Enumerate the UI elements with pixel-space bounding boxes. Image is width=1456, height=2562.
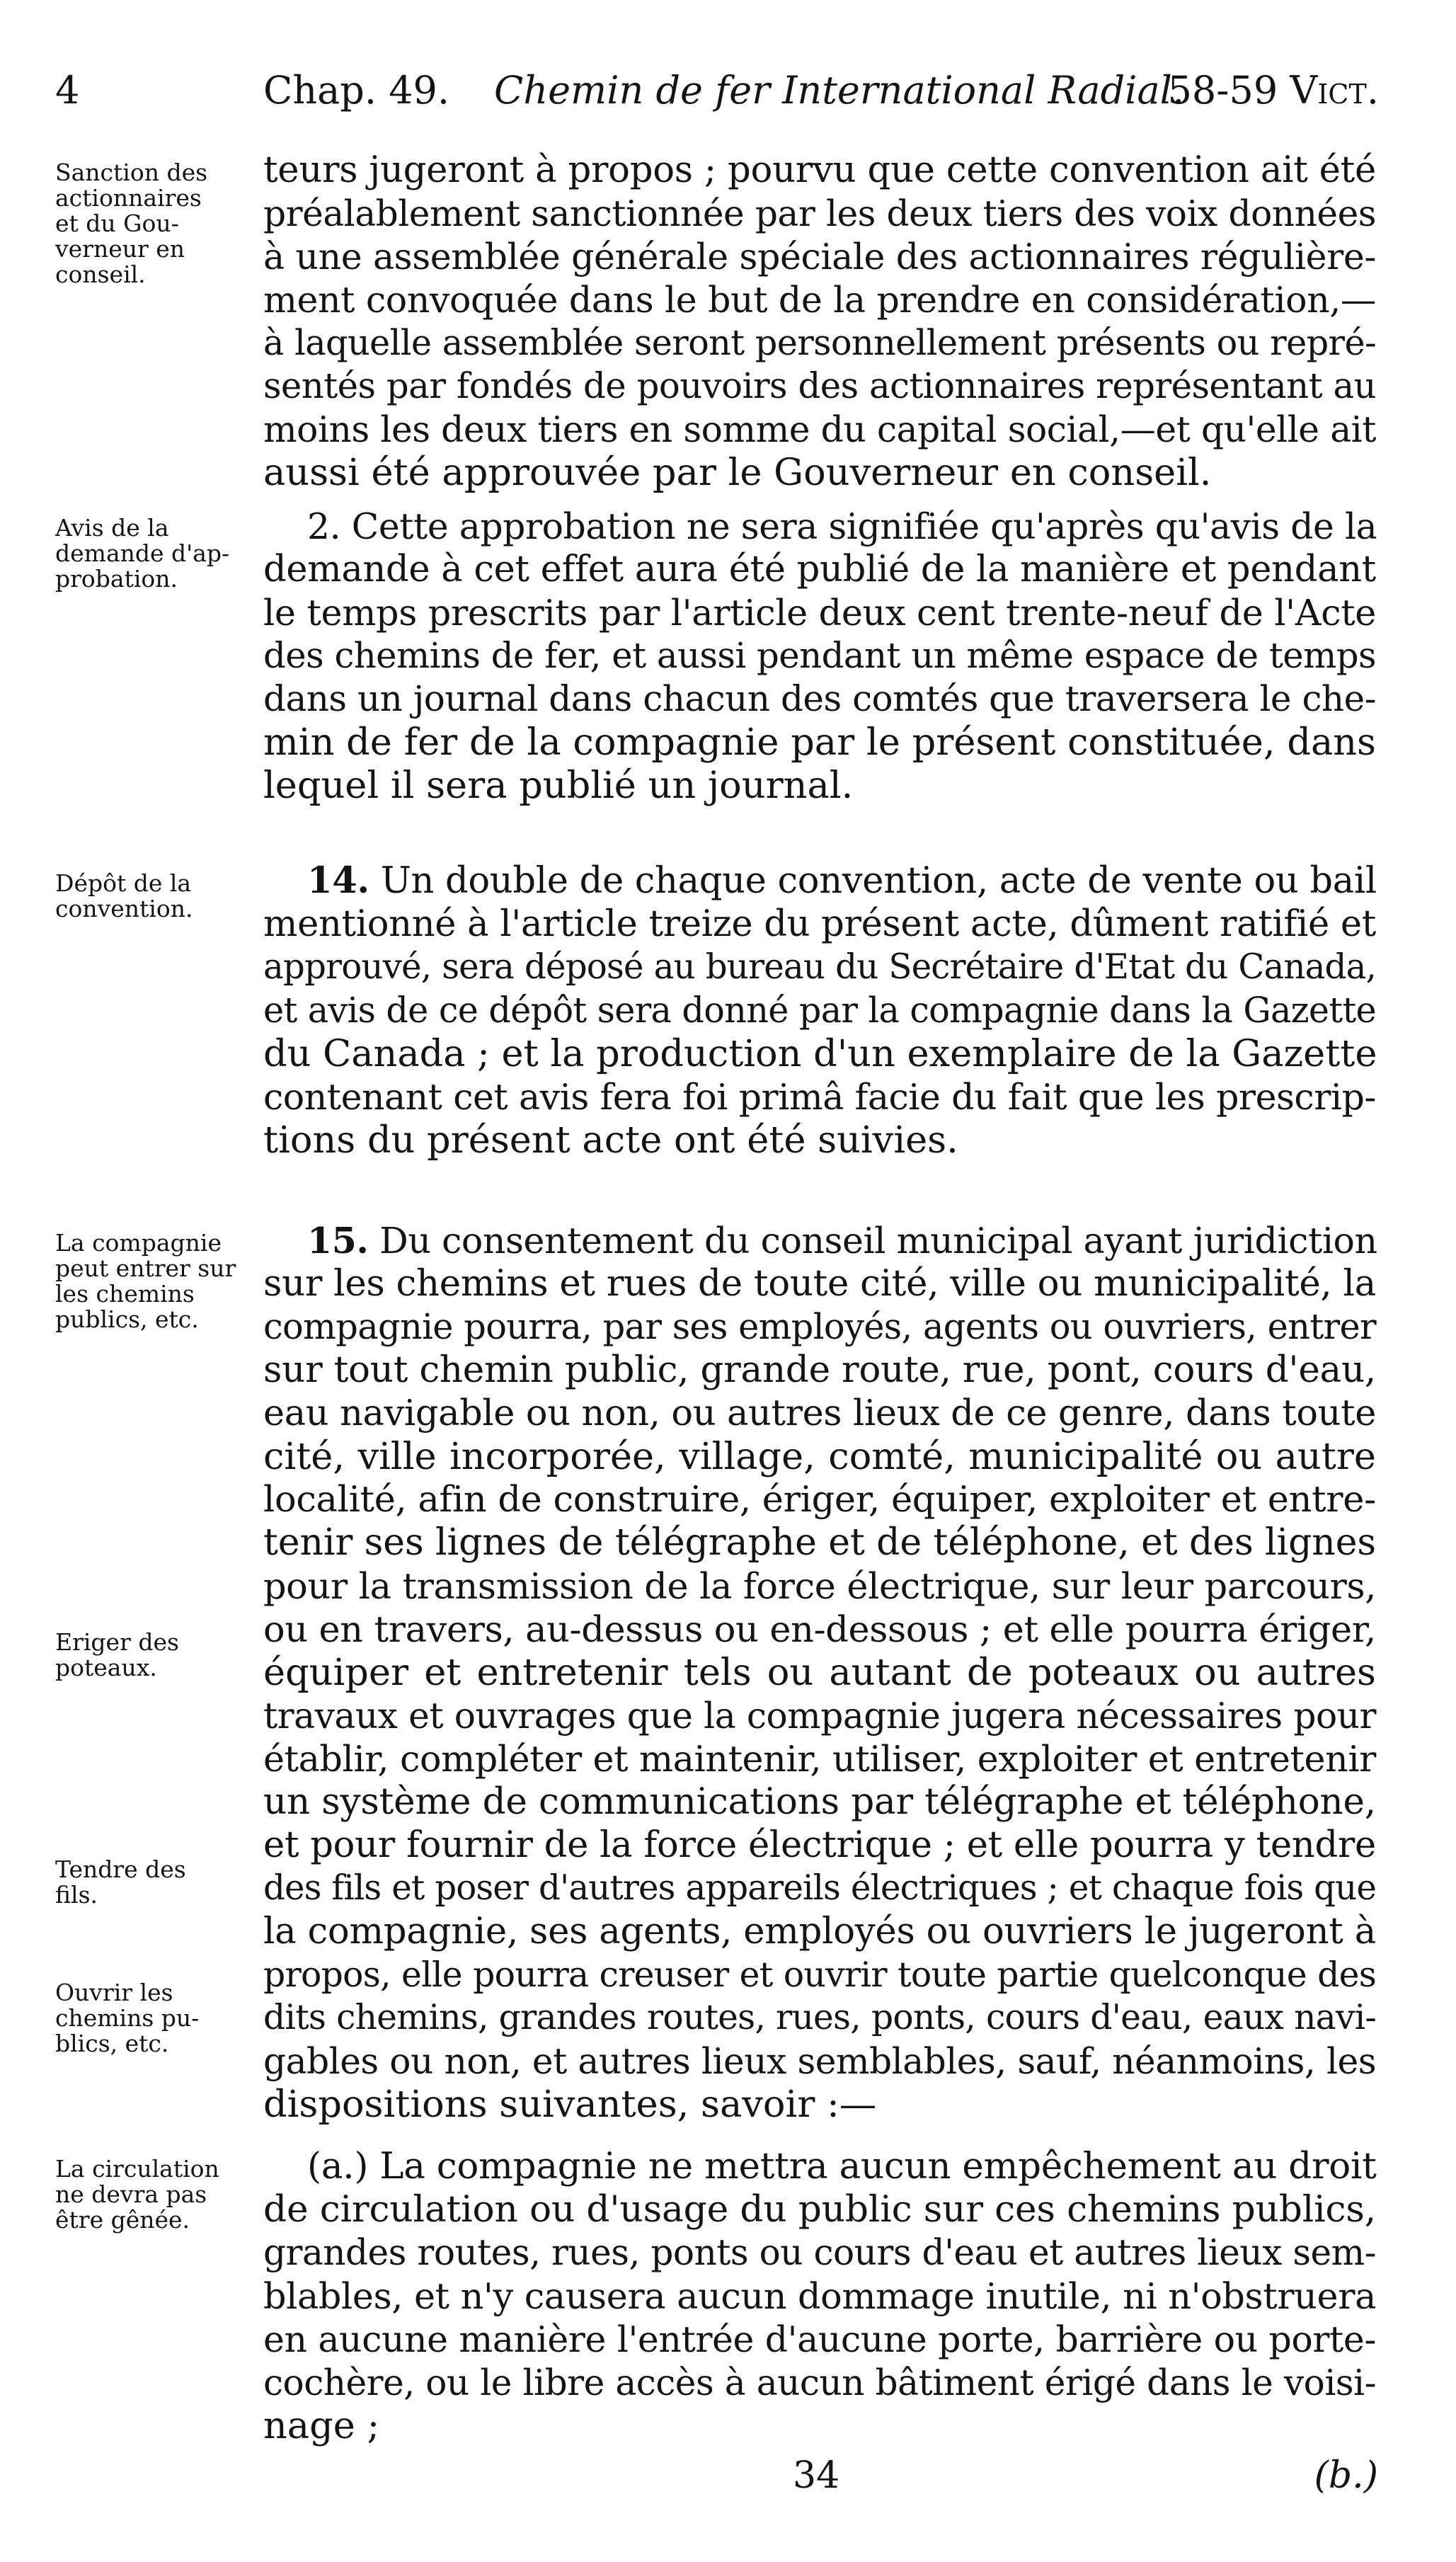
- section-number: 15.: [307, 1220, 369, 1262]
- text-line: sur tout chemin public, grande route, rue, pont, cours d'eau,: [263, 1349, 1376, 1391]
- section-14: [263, 859, 1376, 1162]
- text-line: le temps prescrits par l'article deux cent trente-neuf de l'Acte: [263, 592, 1376, 634]
- text-line: eau navigable ou non, ou autres lieux de ce genre, dans toute: [263, 1392, 1376, 1434]
- text-line-body: Un double de chaque convention, acte de vente ou bail: [380, 860, 1377, 902]
- text-line: teurs jugeront à propos ; pourvu que cette convention ait été: [263, 149, 1376, 191]
- text-line: équiper et entretenir tels ou autant de poteaux ou autres: [263, 1651, 1376, 1694]
- text-line: cochère, ou le libre accès à aucun bâtiment érigé dans le voisi-: [263, 2362, 1376, 2403]
- marginal-note-line: Avis de la: [55, 514, 169, 542]
- text-line: blables, et n'y causera aucun dommage inutile, ni n'obstruera: [263, 2275, 1376, 2317]
- marginal-note-fils: [55, 1857, 260, 1908]
- marginal-note-line: La circulation: [55, 2155, 219, 2183]
- text-line: des chemins de fer, et aussi pendant un même espace de temps: [263, 635, 1376, 676]
- text-line: sur les chemins et rues de toute cité, ville ou municipalité, la: [263, 1262, 1376, 1305]
- text-line: aussi été approuvée par le Gouverneur en conseil.: [263, 451, 1212, 494]
- section-15: [263, 1219, 1376, 2126]
- marginal-note-line: être gênée.: [55, 2206, 190, 2234]
- text-line: lequel il sera publié un journal.: [263, 764, 854, 807]
- text-line: demande à cet effet aura été publié de la manière et pendant: [263, 549, 1376, 590]
- text-line: à laquelle assemblée seront personnellement présents ou repré-: [263, 322, 1376, 363]
- text-line: cité, ville incorporée, village, comté, municipalité ou autre: [263, 1435, 1376, 1478]
- running-head: [55, 62, 1379, 119]
- text-line: grandes routes, rues, ponts ou cours d'eau et autres lieux sem-: [263, 2232, 1376, 2273]
- marginal-note-line: Tendre des: [55, 1855, 186, 1883]
- text-line: pour la transmission de la force électrique, sur leur parcours,: [263, 1565, 1376, 1607]
- text-line: mentionné à l'article treize du présent acte, dûment ratifié et: [263, 903, 1376, 945]
- text-line: gables ou non, et autres lieux semblables, sauf, néanmoins, les: [263, 2040, 1376, 2082]
- text-line: dits chemins, grandes routes, rues, ponts, cours d'eau, eaux navi-: [263, 1998, 1376, 2037]
- marginal-note-line: convention.: [55, 895, 193, 922]
- marginal-note-ouvrir: [55, 1980, 260, 2057]
- marginal-note-line: actionnaires: [55, 184, 202, 212]
- marginal-note-circulation: [55, 2156, 260, 2233]
- text-line: de circulation ou d'usage du public sur ces chemins publics,: [263, 2188, 1376, 2231]
- text-line: et avis de ce dépôt sera donné par la compagnie dans la Gazette: [263, 990, 1376, 1031]
- marginal-note-line: peut entrer sur: [55, 1254, 236, 1282]
- text-line: à une assemblée générale spéciale des actionnaires régulière-: [263, 236, 1376, 278]
- marginal-note-avis: [55, 515, 260, 592]
- text-line: établir, compléter et maintenir, utiliser, exploiter et entretenir: [263, 1738, 1376, 1780]
- marginal-note-line: ne devra pas: [55, 2180, 207, 2208]
- marginal-note-compagnie: [55, 1230, 260, 1332]
- text-line: min de fer de la compagnie par le présent constituée, dans: [263, 721, 1376, 764]
- text-line: nage ;: [263, 2404, 380, 2447]
- text-line: compagnie pourra, par ses employés, agents ou ouvriers, entrer: [263, 1306, 1376, 1347]
- marginal-note-line: La compagnie: [55, 1229, 222, 1257]
- marginal-note-line: Ouvrir les: [55, 1979, 173, 2006]
- marginal-note-line: verneur en: [55, 235, 185, 263]
- marginal-note-line: Dépôt de la: [55, 869, 192, 897]
- paragraph-continuation: [263, 149, 1376, 494]
- catchword: (b.): [1314, 2454, 1378, 2497]
- act-title: Chemin de fer International Radial.: [494, 68, 1185, 113]
- sheet-number: 34: [793, 2454, 840, 2497]
- text-line: dans un journal dans chacun des comtés que traversera le che-: [263, 678, 1376, 719]
- marginal-note-line: fils.: [55, 1881, 98, 1909]
- marginal-note-line: demande d'ap-: [55, 539, 230, 567]
- page-number: 4: [55, 68, 80, 113]
- text-line: sentés par fondés de pouvoirs des actionnaires représentant au: [263, 365, 1376, 406]
- text-line: 2. Cette approbation ne sera signifiée qu'après qu'avis de la: [307, 505, 1377, 547]
- marginal-note-line: poteaux.: [55, 1654, 157, 1681]
- section-number: 14.: [307, 859, 369, 902]
- marginal-note-sanction: [55, 160, 260, 287]
- marginal-note-line: Eriger des: [55, 1628, 179, 1656]
- subsection-2: [263, 505, 1376, 807]
- text-line: approuvé, sera déposé au bureau du Secrétaire d'Etat du Canada,: [263, 947, 1376, 987]
- marginal-note-line: et du Gou-: [55, 210, 179, 237]
- text-line-body: Du consentement du conseil municipal ayant juridiction: [379, 1220, 1377, 1262]
- paragraph-a: [263, 2145, 1376, 2447]
- marginal-note-depot: [55, 871, 260, 922]
- text-line: la compagnie, ses agents, employés ou ouvriers le jugeront à: [263, 1910, 1376, 1952]
- session-label: 58-59 Vict.: [1167, 68, 1379, 113]
- text-line: travaux et ouvrages que la compagnie jugera nécessaires pour: [263, 1695, 1376, 1737]
- text-line: du Canada ; et la production d'un exemplaire de la Gazette: [263, 1032, 1377, 1075]
- text-line: (a.) La compagnie ne mettra aucun empêchement au droit: [307, 2145, 1377, 2188]
- text-line: préalablement sanctionnée par les deux tiers des voix données: [263, 193, 1376, 234]
- text-line: [263, 1219, 1376, 1262]
- text-line: propos, elle pourra creuser et ouvrir toute partie quelconque des: [263, 1955, 1376, 1995]
- marginal-note-line: probation.: [55, 565, 178, 593]
- marginal-note-line: publics, etc.: [55, 1305, 199, 1333]
- marginal-note-line: les chemins: [55, 1280, 195, 1308]
- marginal-note-line: conseil.: [55, 261, 146, 288]
- marginal-note-line: blics, etc.: [55, 2030, 169, 2057]
- text-line: et pour fournir de la force électrique ; et elle pourra y tendre: [263, 1824, 1376, 1866]
- text-line: tenir ses lignes de télégraphe et de téléphone, et des lignes: [263, 1521, 1376, 1564]
- text-line: ment convoquée dans le but de la prendre en considération,—: [263, 279, 1376, 321]
- text-line: un système de communications par télégraphe et téléphone,: [263, 1780, 1376, 1823]
- text-line: contenant cet avis fera foi primâ facie du fait que les prescrip-: [263, 1076, 1376, 1118]
- marginal-note-poteaux: [55, 1630, 260, 1681]
- marginal-note-line: chemins pu-: [55, 2004, 200, 2032]
- text-line: localité, afin de construire, ériger, équiper, exploiter et entre-: [263, 1479, 1376, 1521]
- text-line: dispositions suivantes, savoir :—: [263, 2083, 877, 2126]
- text-line: ou en travers, au-dessus ou en-dessous ; et elle pourra ériger,: [263, 1608, 1376, 1650]
- text-line: moins les deux tiers en somme du capital social,—et qu'elle ait: [263, 408, 1376, 450]
- text-line: en aucune manière l'entrée d'aucune porte, barrière ou porte-: [263, 2318, 1376, 2360]
- text-line: tions du présent acte ont été suivies.: [263, 1119, 958, 1162]
- marginal-note-line: Sanction des: [55, 159, 208, 186]
- text-line: des fils et poser d'autres appareils électriques ; et chaque fois que: [263, 1868, 1376, 1908]
- chapter-label: Chap. 49.: [263, 68, 450, 113]
- text-line: [263, 859, 1376, 903]
